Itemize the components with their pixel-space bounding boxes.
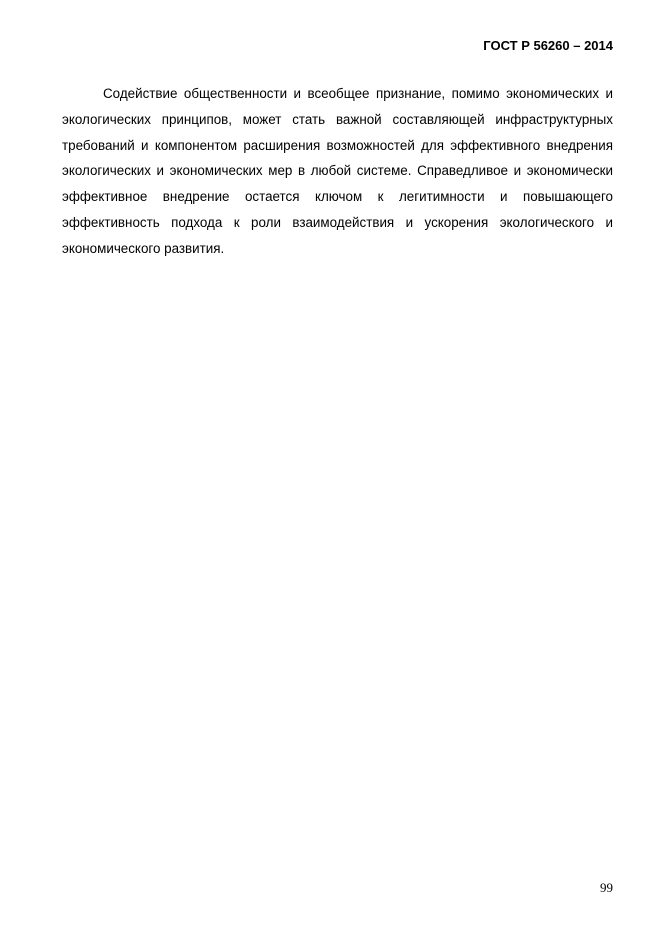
body-paragraph: Содействие общественности и всеобщее признание, помимо экономических и экологических принципов, может стать важной составляющей инфраструктурных требований и компонентом расширения возможностей для эффективного внедрения экологических и экономических мер в любой системе. Справедливое и экономически эффективное внедрение остается ключом к легитимности и повышающего эффективность подхода к роли взаимодействия и ускорения экологического и экономического развития. <box>62 86 613 256</box>
document-code-header: ГОСТ Р 56260 – 2014 <box>483 38 613 53</box>
page-number: 99 <box>600 880 613 895</box>
